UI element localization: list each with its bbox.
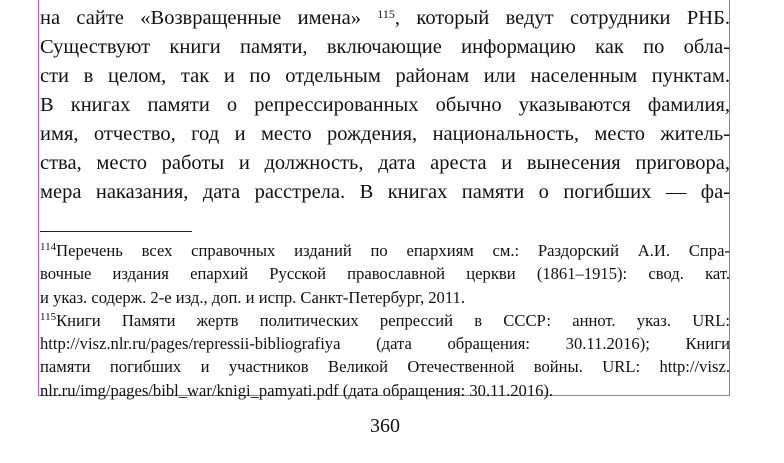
main-text-block bbox=[40, 4, 730, 207]
body-line-2: Существуют книги памяти, включающие информацию как по обла- bbox=[40, 36, 730, 58]
footnote-115-line-3: памяти погибших и участников Великой Отечественной войны. URL: http://visz. bbox=[40, 357, 730, 377]
footnote-ref-115[interactable]: 115 bbox=[377, 7, 395, 21]
footnotes-block bbox=[40, 239, 730, 402]
footnote-114-line-1: $^{114}$Перечень всех справочных изданий по епархиям см.: Раздорский А.И. Спра- bbox=[40, 241, 730, 260]
footnote-115-line-2: http://visz.nlr.ru/pages/repressii-bibliografiya (дата обращения: 30.11.2016); Книги bbox=[40, 334, 730, 354]
footnote-number-115: 115 bbox=[40, 310, 57, 323]
body-line-1: на сайте «Возвращенные имена» $^{115}$, который ведут сотрудники РНБ. bbox=[40, 7, 730, 29]
footnote-separator bbox=[40, 231, 192, 232]
body-line-5: имя, отчество, год и место рождения, национальность, место житель- bbox=[40, 123, 730, 145]
page-number: 360 bbox=[370, 415, 400, 437]
body-line-6: ства, место работы и должность, дата ареста и вынесения приговора, bbox=[40, 152, 730, 174]
footnote-number-114: 114 bbox=[40, 241, 57, 253]
footnote-115-line-4: nlr.ru/img/pages/bibl_war/knigi_pamyati.pdf (дата обращения: 30.11.2016). bbox=[40, 380, 554, 400]
body-line-3: сти в целом, так и по отдельным районам или населенным пунктам. bbox=[40, 65, 730, 87]
footnote-115-line-1: $^{115}$Книги Памяти жертв политических репрессий в СССР: аннот. указ. URL: bbox=[40, 310, 730, 330]
footnote-114-line-3: и указ. содерж. 2-е изд., доп. и испр. Санкт-Петербург, 2011. bbox=[40, 287, 465, 307]
body-line-4: В книгах памяти о репрессированных обычно указываются фамилия, bbox=[40, 94, 730, 116]
body-line-7: мера наказания, дата расстрела. В книгах памяти о погибших — фа- bbox=[40, 181, 730, 203]
footnote-114-line-2: вочные издания епархий Русской православной церкви (1861–1915): свод. кат. bbox=[40, 264, 730, 284]
